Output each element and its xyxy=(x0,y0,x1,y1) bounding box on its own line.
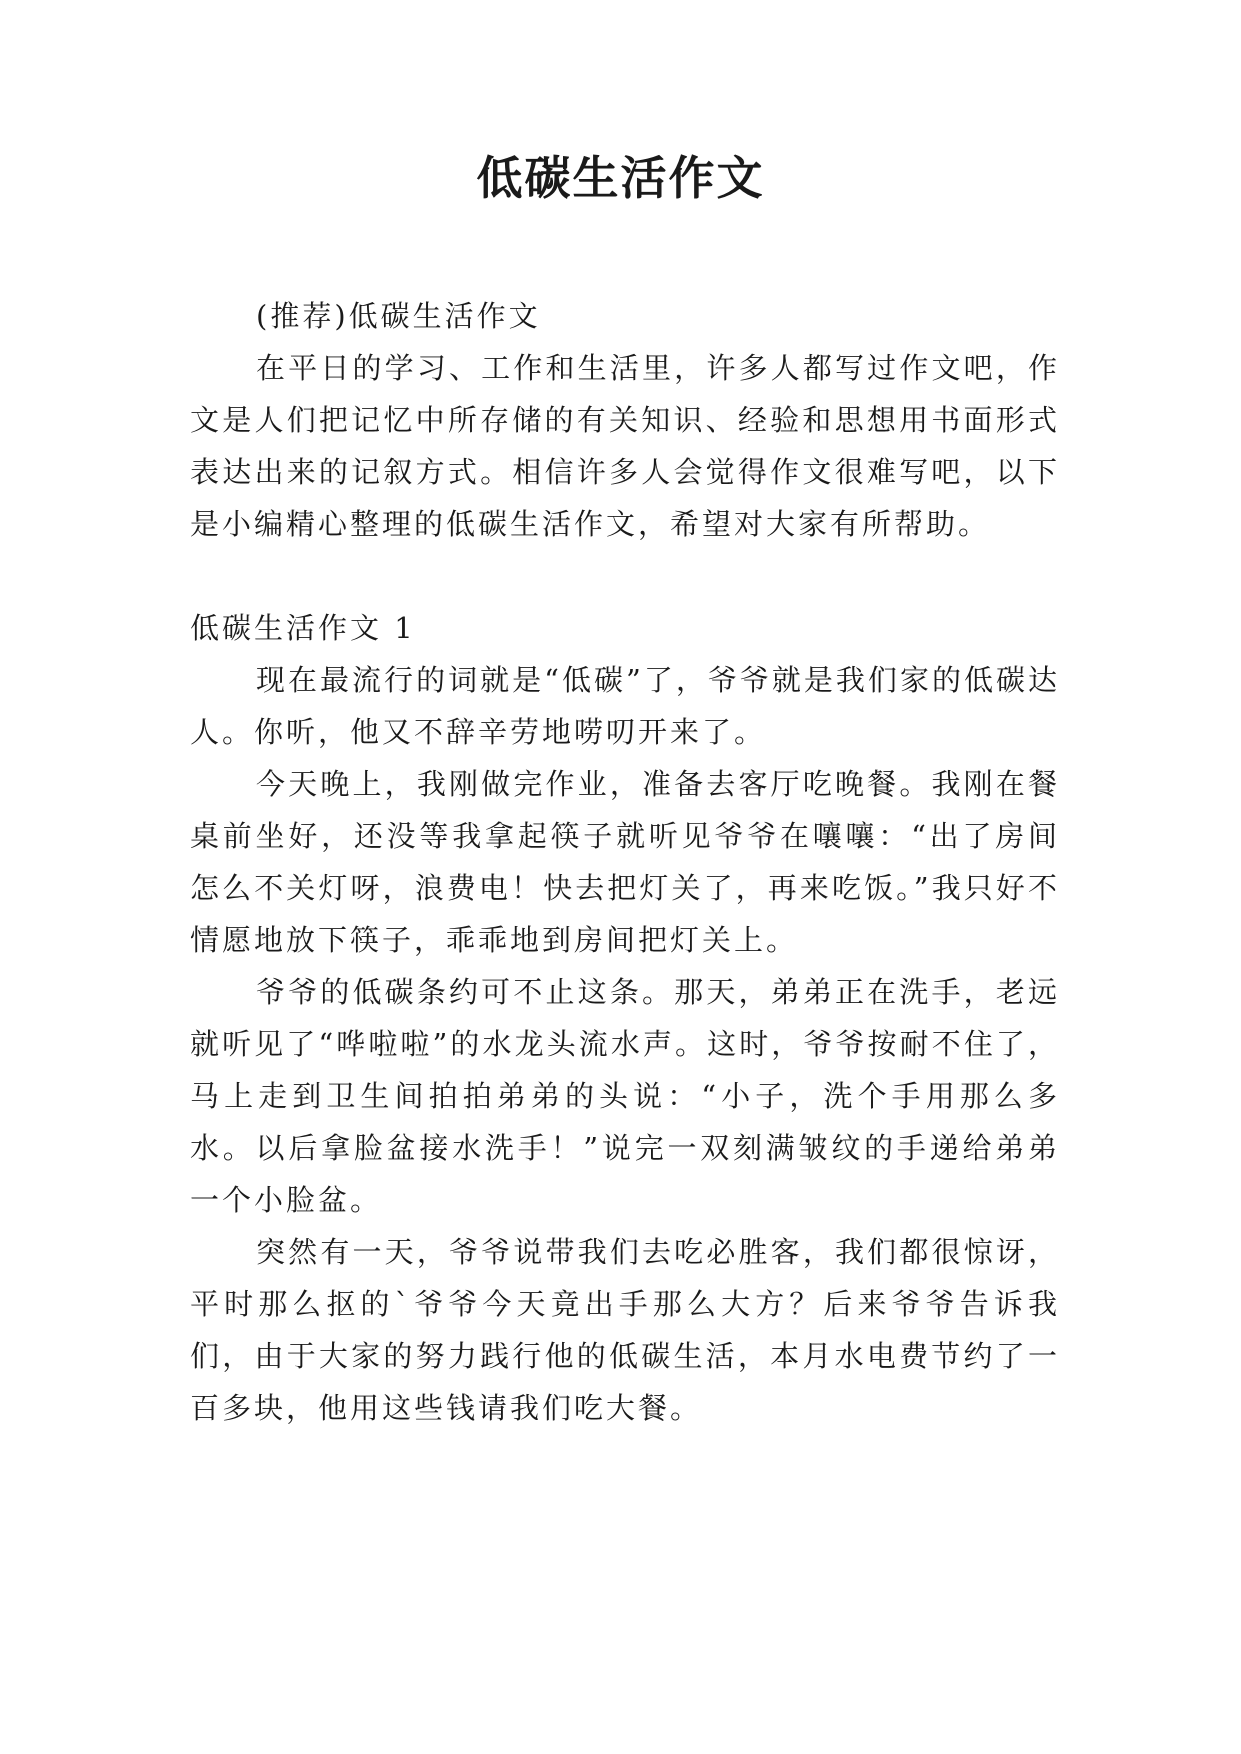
body-paragraph-2: 今天晚上，我刚做完作业，准备去客厅吃晚餐。我刚在餐桌前坐好，还没等我拿起筷子就听见爷爷在嚷嚷：“出了房间怎么不关灯呀，浪费电！快去把灯关了，再来吃饭。”我只好不情愿地放下筷子，乖乖地到房间把灯关上。 xyxy=(190,767,1060,957)
body-paragraph-4: 突然有一天，爷爷说带我们去吃必胜客，我们都很惊讶，平时那么抠的`爷爷今天竟出手那么大方？后来爷爷告诉我们，由于大家的努力践行他的低碳生活，本月水电费节约了一百多块，他用这些钱请我们吃大餐。 xyxy=(190,1235,1060,1425)
document-title: 低碳生活作文 xyxy=(476,151,765,205)
intro-paragraph: 在平日的学习、工作和生活里，许多人都写过作文吧，作文是人们把记忆中所存储的有关知识、经验和思想用书面形式表达出来的记叙方式。相信许多人会觉得作文很难写吧，以下是小编精心整理的低碳生活作文，希望对大家有所帮助。 xyxy=(190,351,1060,541)
document-subtitle: (推荐)低碳生活作文 xyxy=(256,299,541,333)
body-paragraph-3: 爷爷的低碳条约可不止这条。那天，弟弟正在洗手，老远就听见了“哗啦啦”的水龙头流水声。这时，爷爷按耐不住了，马上走到卫生间拍拍弟弟的头说：“小子，洗个手用那么多水。以后拿脸盆接水洗手！”说完一双刻满皱纹的手递给弟弟一个小脸盆。 xyxy=(190,975,1060,1217)
document-body xyxy=(190,290,1060,1434)
section-title: 低碳生活作文 1 xyxy=(190,611,416,645)
body-paragraph-1: 现在最流行的词就是“低碳”了，爷爷就是我们家的低碳达人。你听，他又不辞辛劳地唠叨开来了。 xyxy=(190,663,1060,749)
